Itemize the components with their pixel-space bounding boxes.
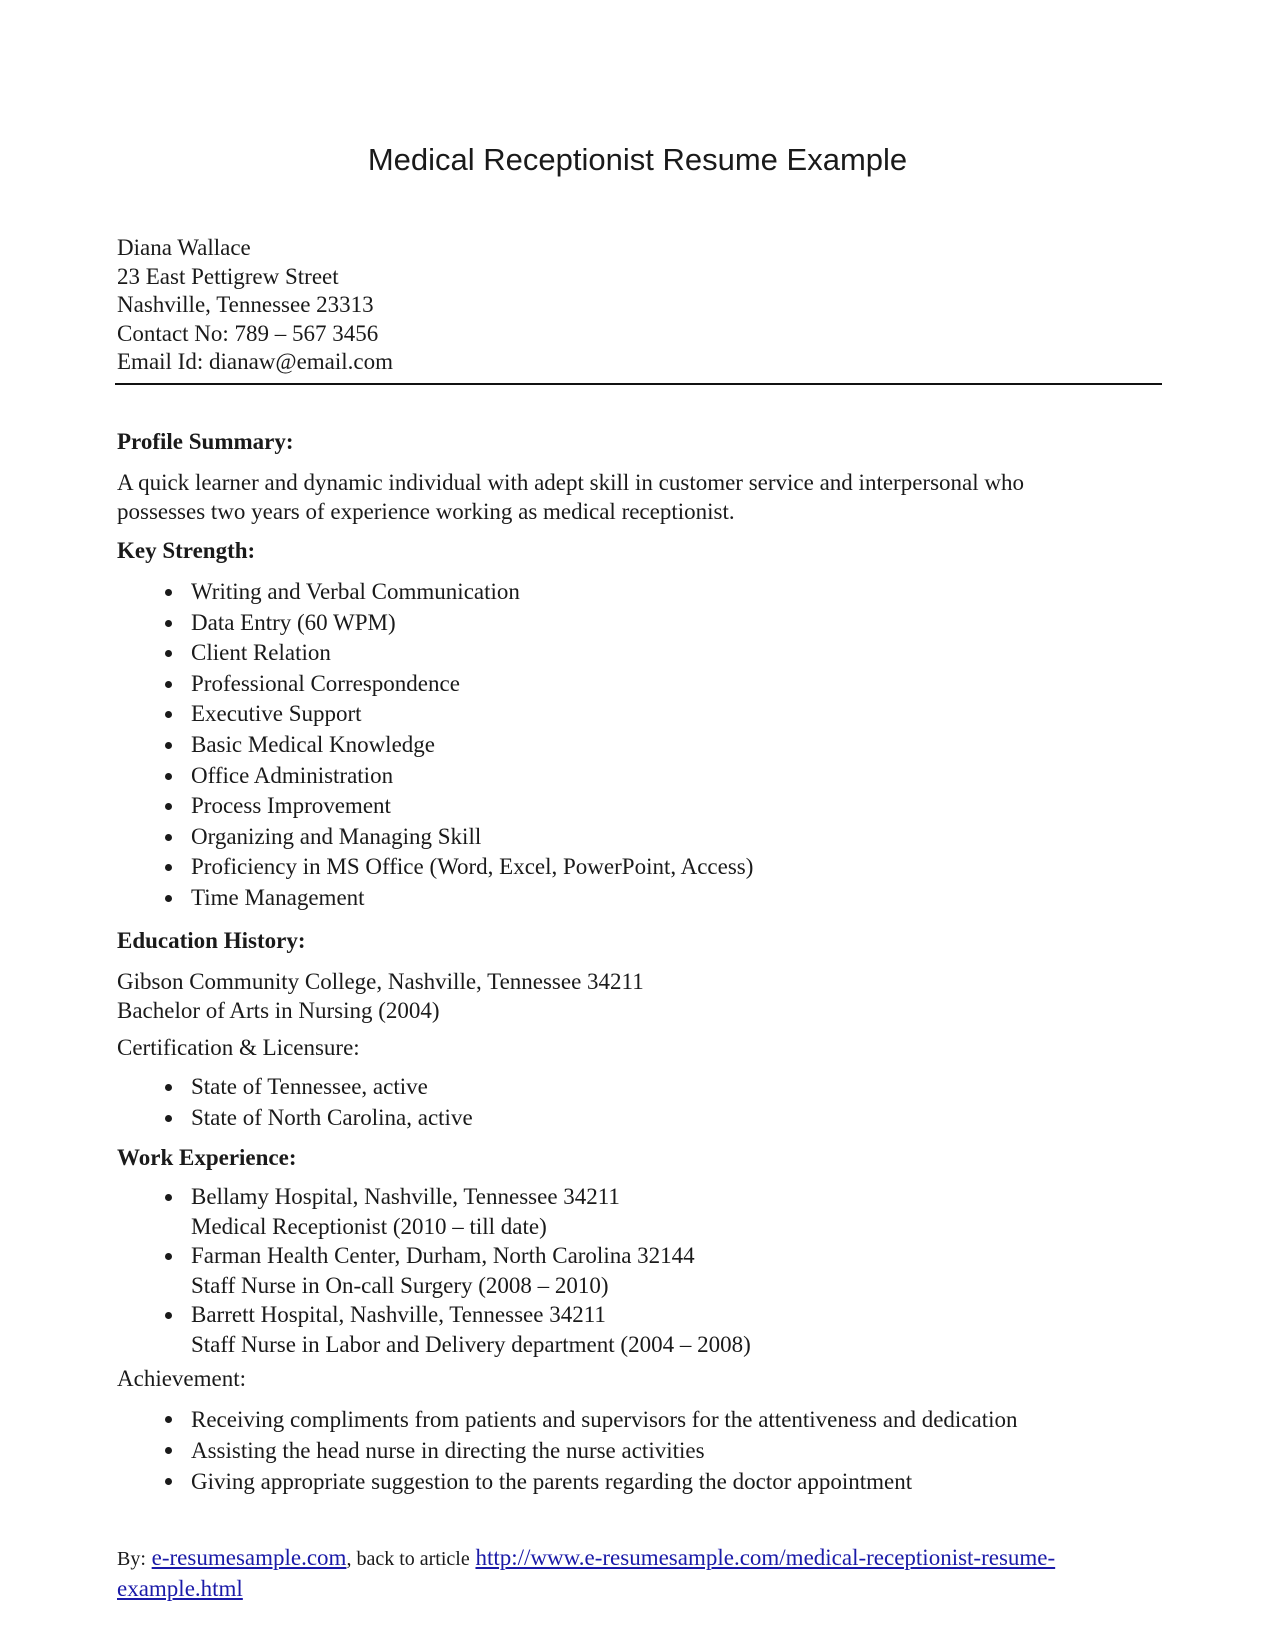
list-item: Giving appropriate suggestion to the parents regarding the doctor appointment [163,1466,1018,1497]
list-item: Assisting the head nurse in directing the nurse activities [163,1435,1018,1466]
contact-name: Diana Wallace [117,235,251,260]
contact-city: Nashville, Tennessee 23313 [117,292,374,317]
list-item: State of North Carolina, active [163,1103,473,1134]
work-list [163,1182,751,1359]
contact-block [117,234,393,377]
list-item: Writing and Verbal Communication [163,577,753,608]
education-degree: Bachelor of Arts in Nursing (2004) [117,998,440,1023]
list-item: Client Relation [163,638,753,669]
list-item: Organizing and Managing Skill [163,822,753,853]
contact-email: Email Id: dianaw@email.com [117,349,394,374]
profile-line: A quick learner and dynamic individual with adept skill in customer service and interpersonal who [117,470,1024,495]
profile-summary [117,468,1177,526]
work-item [163,1300,751,1359]
education-school: Gibson Community College, Nashville, Tennessee 34211 [117,969,644,994]
list-item: Executive Support [163,699,753,730]
list-item: Time Management [163,883,753,914]
contact-street: 23 East Pettigrew Street [117,263,339,289]
work-employer: Farman Health Center, Durham, North Carolina 32144 [191,1243,695,1268]
education-block [117,967,1177,1025]
page-title: Medical Receptionist Resume Example [367,142,908,177]
work-heading: Work Experience: [117,1145,297,1170]
work-item [163,1182,751,1241]
work-role: Staff Nurse in Labor and Delivery department (2004 – 2008) [191,1331,751,1357]
list-item: Data Entry (60 WPM) [163,608,753,639]
work-item [163,1241,751,1300]
site-link[interactable]: e-resumesample.com [151,1545,347,1570]
footer-by-label: By: [117,1548,146,1570]
strengths-list [163,577,753,914]
list-item: Proficiency in MS Office (Word, Excel, PowerPoint, Access) [163,852,753,883]
header-divider [115,383,1162,385]
work-employer: Barrett Hospital, Nashville, Tennessee 34211 [191,1302,606,1327]
list-item: Basic Medical Knowledge [163,730,753,761]
certification-heading: Certification & Licensure: [117,1035,360,1060]
list-item: Professional Correspondence [163,669,753,700]
work-employer: Bellamy Hospital, Nashville, Tennessee 34211 [191,1184,620,1209]
achievement-heading: Achievement: [117,1366,247,1391]
list-item: Receiving compliments from patients and supervisors for the attentiveness and dedication [163,1404,1018,1435]
source-footer [117,1543,1177,1603]
work-role: Medical Receptionist (2010 – till date) [191,1213,547,1239]
list-item: Office Administration [163,761,753,792]
article-link-continued[interactable]: example.html [117,1576,243,1601]
strengths-heading: Key Strength: [117,538,256,563]
footer-back-label: , back to article [346,1548,470,1570]
work-role: Staff Nurse in On-call Surgery (2008 – 2010) [191,1272,609,1298]
profile-heading: Profile Summary: [117,429,294,454]
certification-list [163,1072,473,1133]
list-item: State of Tennessee, active [163,1072,473,1103]
profile-line: possesses two years of experience working as medical receptionist. [117,499,735,524]
article-link[interactable]: http://www.e-resumesample.com/medical-receptionist-resume- [475,1545,1056,1570]
education-heading: Education History: [117,928,306,953]
achievement-list [163,1404,1018,1497]
contact-phone: Contact No: 789 – 567 3456 [117,320,379,346]
list-item: Process Improvement [163,791,753,822]
